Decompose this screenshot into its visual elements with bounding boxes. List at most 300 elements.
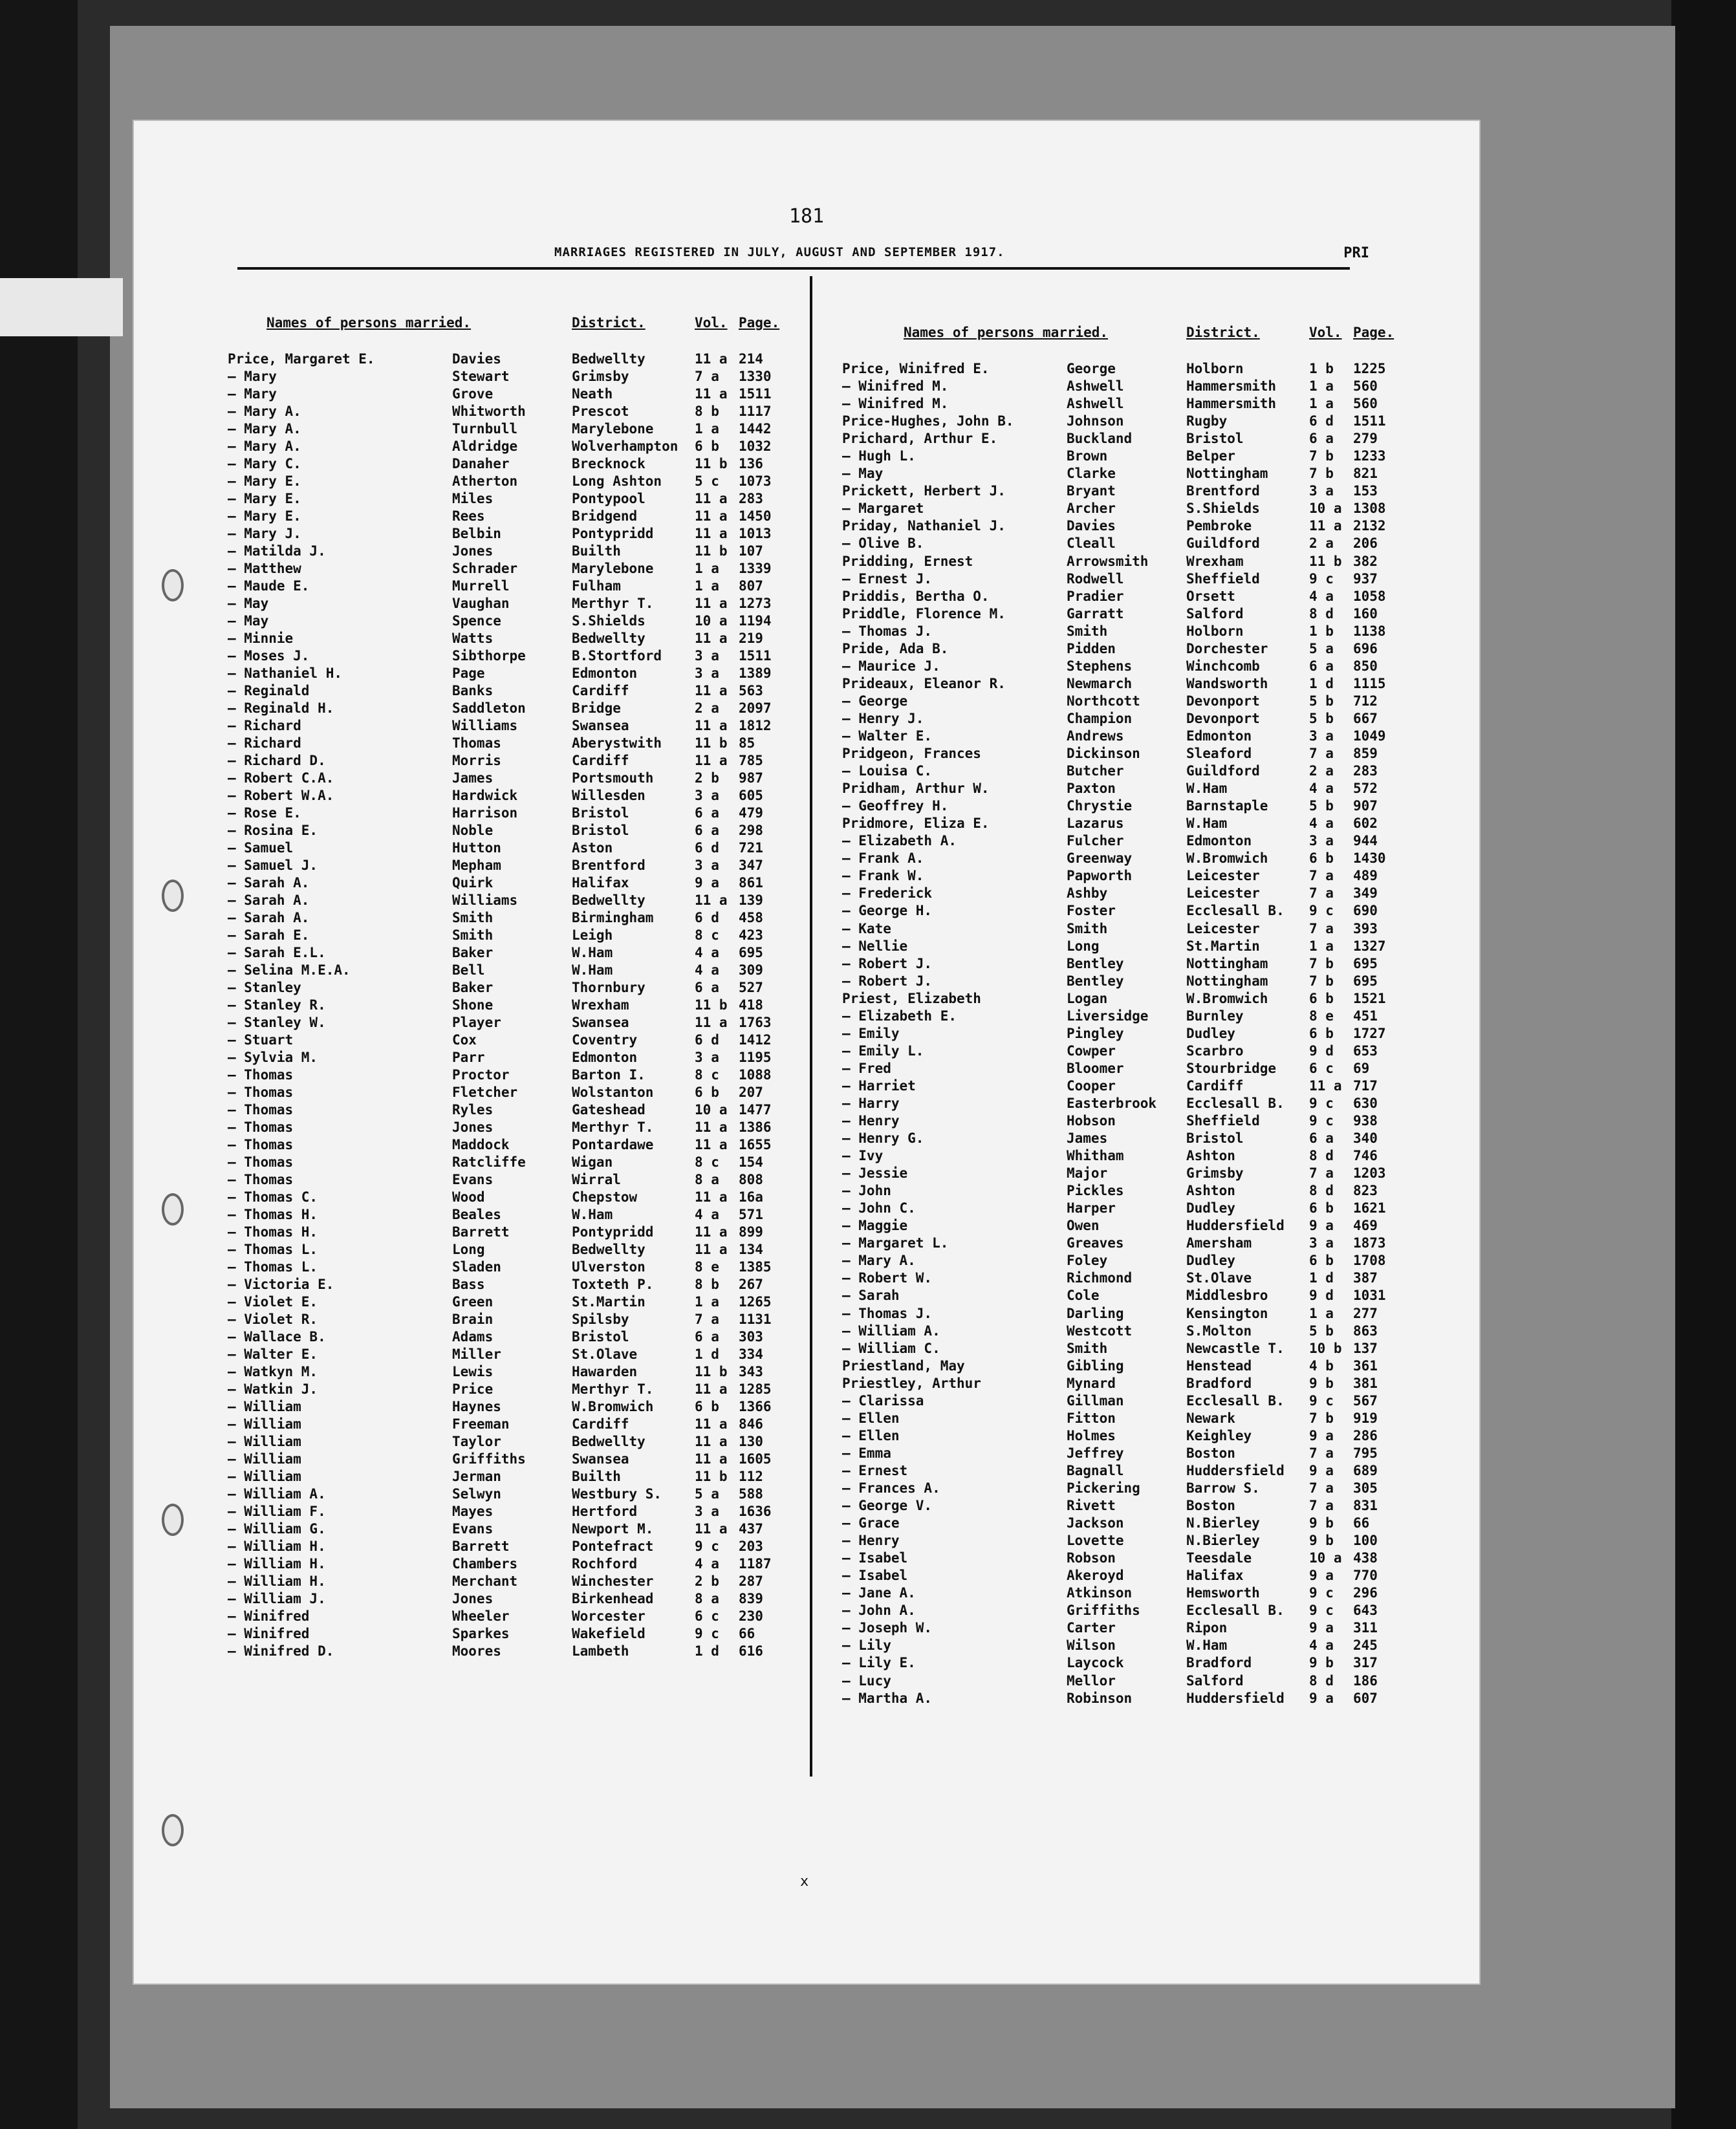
entry-district: Bridgend: [572, 508, 638, 524]
entry-name: Prideaux, Eleanor R.: [842, 675, 1006, 691]
entry-page: 361: [1353, 1357, 1378, 1374]
header-vol: Vol.: [695, 315, 728, 330]
entry-name: — Winifred: [228, 1626, 310, 1641]
entry-page: 1385: [739, 1259, 772, 1275]
punch-hole-icon: [162, 880, 184, 912]
entry-district: Sheffield: [1186, 1113, 1260, 1129]
entry-district: Pontefract: [572, 1539, 654, 1554]
entry-volume: 1 d: [1309, 1270, 1334, 1286]
entry-page: 1138: [1353, 623, 1386, 639]
entry-spouse: Davies: [1067, 518, 1116, 534]
entry-name: — Violet R.: [228, 1312, 318, 1327]
entry-spouse: Logan: [1067, 990, 1108, 1006]
entry-district: Leigh: [572, 927, 613, 943]
entry-spouse: Arrowsmith: [1067, 553, 1149, 569]
entry-page: 937: [1353, 570, 1378, 587]
entry-district: Devonport: [1186, 693, 1260, 709]
entry-page: 206: [1353, 535, 1378, 552]
entry-spouse: Rees: [452, 508, 485, 524]
entry-volume: 11 a: [695, 1381, 728, 1397]
entry-name: — Nellie: [842, 938, 908, 954]
entry-spouse: Banks: [452, 683, 494, 698]
entry-volume: 1 a: [695, 561, 719, 576]
entry-spouse: Smith: [452, 927, 494, 943]
entry-district: Burnley: [1186, 1008, 1244, 1024]
entry-page: 823: [1353, 1183, 1378, 1199]
entry-spouse: Laycock: [1067, 1655, 1124, 1671]
entry-volume: 6 a: [1309, 431, 1334, 447]
entry-spouse: Smith: [1067, 623, 1108, 639]
entry-page: 283: [1353, 763, 1378, 779]
entry-name: — Sarah A.: [228, 875, 310, 891]
entry-name: — Frank W.: [842, 868, 924, 884]
entry-name: — Winifred: [228, 1608, 310, 1624]
entry-page: 1032: [739, 438, 772, 454]
entry-district: Cardiff: [572, 753, 629, 768]
entry-page: 653: [1353, 1043, 1378, 1059]
entry-page: 219: [739, 631, 763, 646]
page-code: PRI: [1343, 245, 1369, 261]
entry-district: Winchester: [572, 1573, 654, 1589]
entry-spouse: Easterbrook: [1067, 1095, 1157, 1111]
entry-volume: 11 a: [695, 1434, 728, 1449]
entry-name: — Robert W.: [842, 1270, 933, 1286]
entry-spouse: Richmond: [1067, 1270, 1133, 1286]
entry-district: Hertford: [572, 1504, 638, 1519]
entry-name: — Stanley W.: [228, 1015, 326, 1030]
entry-district: Wigan: [572, 1154, 613, 1170]
entry-page: 418: [739, 997, 763, 1013]
entry-volume: 6 a: [695, 1329, 719, 1345]
entry-page: 1412: [739, 1032, 772, 1048]
entry-district: Ulverston: [572, 1259, 646, 1275]
entry-district: Dudley: [1186, 1253, 1235, 1269]
entry-spouse: Mynard: [1067, 1375, 1116, 1391]
entry-name: — Walter E.: [842, 728, 933, 744]
entry-district: Hammersmith: [1186, 378, 1277, 394]
entry-page: 1636: [739, 1504, 772, 1519]
entry-spouse: Miller: [452, 1346, 501, 1362]
entry-district: Ripon: [1186, 1620, 1228, 1636]
entry-volume: 8 a: [695, 1591, 719, 1606]
entry-spouse: Danaher: [452, 456, 510, 471]
entry-page: 287: [739, 1573, 763, 1589]
entry-name: — Mary: [228, 386, 277, 402]
entry-district: Grimsby: [1186, 1165, 1244, 1182]
entry-district: Cardiff: [1186, 1077, 1244, 1094]
entry-district: Huddersfield: [1186, 1690, 1285, 1706]
entry-name: — William A.: [842, 1323, 940, 1339]
entry-spouse: Ashby: [1067, 885, 1108, 902]
entry-name: — Moses J.: [228, 648, 310, 664]
entry-district: Bedwellty: [572, 892, 646, 908]
entry-volume: 11 b: [695, 1469, 728, 1484]
entry-spouse: Westcott: [1067, 1323, 1133, 1339]
entry-spouse: Chambers: [452, 1556, 518, 1572]
entry-volume: 11 a: [695, 683, 728, 698]
entry-volume: 11 b: [1309, 553, 1342, 569]
entry-volume: 5 a: [695, 1486, 719, 1502]
entry-spouse: Haynes: [452, 1399, 501, 1414]
entry-spouse: Wood: [452, 1189, 485, 1205]
entry-volume: 6 b: [695, 1085, 719, 1100]
entry-page: 1088: [739, 1067, 772, 1083]
entry-name: — Wallace B.: [228, 1329, 326, 1345]
index-tab: [0, 278, 123, 336]
entry-spouse: Davies: [452, 351, 501, 367]
entry-spouse: Akeroyd: [1067, 1568, 1124, 1584]
entry-page: 1194: [739, 613, 772, 629]
entry-spouse: Robson: [1067, 1550, 1116, 1566]
entry-district: Winchcomb: [1186, 658, 1260, 674]
entry-spouse: Williams: [452, 892, 518, 908]
entry-spouse: Archer: [1067, 501, 1116, 517]
entry-district: B.Stortford: [572, 648, 662, 664]
entry-page: 1727: [1353, 1025, 1386, 1041]
entry-name: — Fred: [842, 1060, 891, 1076]
entry-spouse: Fletcher: [452, 1085, 518, 1100]
entry-district: Bradford: [1186, 1375, 1252, 1391]
entry-name: — Elizabeth E.: [842, 1008, 957, 1024]
entry-name: — Mary E.: [228, 491, 301, 506]
entry-district: W.Ham: [1186, 1637, 1228, 1654]
entry-page: 469: [1353, 1218, 1378, 1234]
entry-page: 1477: [739, 1102, 772, 1118]
entry-page: 349: [1353, 885, 1378, 902]
entry-name: — Robert C.A.: [228, 770, 334, 786]
entry-name: — Stuart: [228, 1032, 294, 1048]
entry-volume: 3 a: [1309, 1235, 1334, 1251]
entry-district: Hammersmith: [1186, 396, 1277, 412]
entry-spouse: Bentley: [1067, 973, 1124, 989]
entry-page: 1442: [739, 421, 772, 437]
entry-spouse: Gibling: [1067, 1357, 1124, 1374]
entry-name: — Margaret L.: [842, 1235, 949, 1251]
entry-page: 527: [739, 980, 763, 995]
header-rule: [237, 267, 1350, 270]
entry-district: Guildford: [1186, 535, 1260, 552]
entry-page: 134: [739, 1242, 763, 1257]
entry-volume: 9 c: [695, 1626, 719, 1641]
entry-district: Rugby: [1186, 413, 1228, 429]
entry-page: 347: [739, 858, 763, 873]
entry-spouse: Cooper: [1067, 1077, 1116, 1094]
entry-spouse: Hobson: [1067, 1113, 1116, 1129]
entry-name: — Richard: [228, 735, 301, 751]
entry-volume: 9 c: [1309, 1392, 1334, 1409]
entry-spouse: Atkinson: [1067, 1585, 1133, 1601]
entry-spouse: Bentley: [1067, 955, 1124, 971]
entry-district: Ecclesall B.: [1186, 903, 1285, 919]
entry-page: 605: [739, 788, 763, 803]
entry-volume: 6 c: [1309, 1060, 1334, 1076]
entry-spouse: Champion: [1067, 710, 1133, 726]
entry-district: Belper: [1186, 448, 1235, 464]
entry-spouse: Sibthorpe: [452, 648, 526, 664]
entry-district: Toxteth P.: [572, 1277, 654, 1292]
entry-name: — Richard: [228, 718, 301, 733]
entry-spouse: Garratt: [1067, 605, 1124, 621]
entry-name: — May: [228, 596, 269, 611]
entry-name: — William F.: [228, 1504, 326, 1519]
entry-spouse: Mepham: [452, 858, 501, 873]
entry-district: Teesdale: [1186, 1550, 1252, 1566]
entry-volume: 3 a: [695, 648, 719, 664]
entry-volume: 9 a: [1309, 1568, 1334, 1584]
entry-volume: 11 a: [695, 892, 728, 908]
header-names: Names of persons married.: [266, 315, 472, 330]
entry-name: — Robert J.: [842, 955, 933, 971]
entry-spouse: James: [452, 770, 494, 786]
entry-spouse: Major: [1067, 1165, 1108, 1182]
entry-name: — Henry J.: [842, 710, 924, 726]
entry-page: 1708: [1353, 1253, 1386, 1269]
entry-name: — George H.: [842, 903, 933, 919]
entry-volume: 11 b: [695, 543, 728, 559]
entry-page: 203: [739, 1539, 763, 1554]
punch-hole-icon: [162, 569, 184, 601]
entry-volume: 7 a: [695, 369, 719, 384]
entry-district: Wolverhampton: [572, 438, 678, 454]
entry-spouse: Owen: [1067, 1218, 1100, 1234]
entry-volume: 4 a: [1309, 781, 1334, 797]
entry-volume: 10 a: [1309, 1550, 1342, 1566]
entry-volume: 8 b: [695, 404, 719, 419]
entry-district: Bristol: [1186, 1130, 1244, 1147]
entry-page: 1521: [1353, 990, 1386, 1006]
entry-page: 286: [1353, 1427, 1378, 1443]
entry-volume: 11 a: [695, 508, 728, 524]
entry-district: Ashton: [1186, 1183, 1235, 1199]
entry-spouse: Fulcher: [1067, 833, 1124, 849]
entry-spouse: Aldridge: [452, 438, 518, 454]
entry-volume: 8 a: [695, 1172, 719, 1187]
entry-spouse: Thomas: [452, 735, 501, 751]
entry-volume: 8 d: [1309, 1148, 1334, 1164]
entry-name: — William A.: [228, 1486, 326, 1502]
entry-district: Bristol: [572, 823, 629, 838]
entry-spouse: Andrews: [1067, 728, 1124, 744]
entry-district: Birkenhead: [572, 1591, 654, 1606]
entry-page: 489: [1353, 868, 1378, 884]
entry-page: 153: [1353, 483, 1378, 499]
entry-spouse: Foster: [1067, 903, 1116, 919]
entry-volume: 9 c: [1309, 1585, 1334, 1601]
entry-volume: 11 a: [695, 526, 728, 541]
entry-page: 907: [1353, 798, 1378, 814]
entry-district: Bedwellty: [572, 1434, 646, 1449]
entry-district: Dorchester: [1186, 640, 1268, 656]
entry-volume: 10 a: [695, 1102, 728, 1118]
entry-volume: 7 a: [1309, 746, 1334, 762]
entry-page: 296: [1353, 1585, 1378, 1601]
entry-volume: 7 a: [1309, 1165, 1334, 1182]
entry-name: — Louisa C.: [842, 763, 933, 779]
entry-page: 1386: [739, 1119, 772, 1135]
entry-district: Bristol: [572, 805, 629, 821]
entry-volume: 8 b: [695, 1277, 719, 1292]
entry-page: 616: [739, 1643, 763, 1659]
entry-name: — Thomas: [228, 1067, 294, 1083]
entry-district: W.Ham: [572, 945, 613, 960]
entry-district: Boston: [1186, 1498, 1235, 1514]
entry-spouse: Evans: [452, 1521, 494, 1537]
entry-spouse: Whitham: [1067, 1148, 1124, 1164]
entry-page: 2132: [1353, 518, 1386, 534]
entry-district: Marylebone: [572, 561, 654, 576]
entry-volume: 11 a: [695, 1416, 728, 1432]
entry-volume: 11 a: [695, 718, 728, 733]
entry-volume: 1 d: [695, 1643, 719, 1659]
entry-spouse: Cole: [1067, 1288, 1100, 1304]
entry-volume: 8 d: [1309, 1183, 1334, 1199]
entry-spouse: Selwyn: [452, 1486, 501, 1502]
entry-spouse: Player: [452, 1015, 501, 1030]
entry-spouse: Carter: [1067, 1620, 1116, 1636]
entry-district: St.Martin: [1186, 938, 1260, 954]
entry-name: — Stanley: [228, 980, 301, 995]
entry-district: Wolstanton: [572, 1085, 654, 1100]
entry-district: Edmonton: [1186, 728, 1252, 744]
entry-page: 298: [739, 823, 763, 838]
entry-name: — William H.: [228, 1556, 326, 1572]
entry-spouse: Griffiths: [452, 1451, 526, 1467]
entry-page: 85: [739, 735, 755, 751]
entry-volume: 8 d: [1309, 605, 1334, 621]
entry-volume: 7 a: [1309, 920, 1334, 936]
entry-volume: 9 b: [1309, 1655, 1334, 1671]
entry-name: — William C.: [842, 1340, 940, 1356]
entry-page: 245: [1353, 1637, 1378, 1654]
entry-spouse: Noble: [452, 823, 494, 838]
entry-district: Nottingham: [1186, 466, 1268, 482]
entry-page: 1131: [739, 1312, 772, 1327]
entry-name: — Clarissa: [842, 1392, 924, 1409]
entry-district: Pontypool: [572, 491, 646, 506]
entry-name: — Ernest J.: [842, 570, 933, 587]
entry-spouse: Schrader: [452, 561, 518, 576]
entry-page: 667: [1353, 710, 1378, 726]
entry-district: Bristol: [1186, 431, 1244, 447]
entry-page: 311: [1353, 1620, 1378, 1636]
entry-volume: 11 b: [695, 997, 728, 1013]
entry-spouse: Buckland: [1067, 431, 1133, 447]
entry-volume: 11 a: [1309, 1077, 1342, 1094]
entry-spouse: Foley: [1067, 1253, 1108, 1269]
entry-volume: 6 a: [695, 805, 719, 821]
entry-page: 560: [1353, 396, 1378, 412]
entry-spouse: Moores: [452, 1643, 501, 1659]
entry-spouse: Griffiths: [1067, 1603, 1140, 1619]
entry-spouse: Baker: [452, 980, 494, 995]
entry-page: 66: [739, 1626, 755, 1641]
entry-spouse: Lazarus: [1067, 816, 1124, 832]
entry-volume: 3 a: [695, 665, 719, 681]
entry-spouse: Jeffrey: [1067, 1445, 1124, 1461]
entry-volume: 1 a: [695, 578, 719, 594]
entry-name: — John A.: [842, 1603, 916, 1619]
entry-name: — Ellen: [842, 1427, 900, 1443]
entry-name: — William: [228, 1469, 301, 1484]
entry-spouse: Long: [452, 1242, 485, 1257]
entry-district: Newcastle T.: [1186, 1340, 1285, 1356]
entry-page: 1655: [739, 1137, 772, 1152]
entry-volume: 9 a: [1309, 1462, 1334, 1478]
entry-spouse: Darling: [1067, 1305, 1124, 1321]
entry-page: 279: [1353, 431, 1378, 447]
entry-district: Edmonton: [572, 1050, 638, 1065]
entry-district: Aston: [572, 840, 613, 856]
entry-spouse: Ratcliffe: [452, 1154, 526, 1170]
entry-name: — William J.: [228, 1591, 326, 1606]
entry-district: N.Bierley: [1186, 1515, 1260, 1531]
entry-spouse: Johnson: [1067, 413, 1124, 429]
entry-page: 1330: [739, 369, 772, 384]
entry-page: 919: [1353, 1410, 1378, 1426]
entry-name: — May: [228, 613, 269, 629]
entry-district: Wrexham: [572, 997, 629, 1013]
entry-page: 717: [1353, 1077, 1378, 1094]
entry-name: — Thomas: [228, 1119, 294, 1135]
entry-volume: 11 b: [695, 735, 728, 751]
entry-spouse: Harrison: [452, 805, 518, 821]
entry-page: 859: [1353, 746, 1378, 762]
entry-page: 69: [1353, 1060, 1370, 1076]
entry-volume: 7 a: [1309, 1480, 1334, 1496]
entry-name: Prichard, Arthur E.: [842, 431, 998, 447]
entry-district: Gateshead: [572, 1102, 646, 1118]
entry-volume: 1 a: [695, 1294, 719, 1310]
entry-spouse: Lovette: [1067, 1533, 1124, 1549]
entry-volume: 1 a: [1309, 396, 1334, 412]
entry-district: Rochford: [572, 1556, 638, 1572]
entry-spouse: Mellor: [1067, 1672, 1116, 1689]
entry-spouse: Smith: [452, 910, 494, 925]
entry-district: Bridge: [572, 700, 621, 716]
entry-spouse: Sparkes: [452, 1626, 510, 1641]
entry-district: Leicester: [1186, 885, 1260, 902]
entry-name: — Mary: [228, 369, 277, 384]
entry-district: Fulham: [572, 578, 621, 594]
entry-page: 821: [1353, 466, 1378, 482]
entry-district: Boston: [1186, 1445, 1235, 1461]
entry-district: Barton I.: [572, 1067, 646, 1083]
entry-name: — Henry: [842, 1533, 900, 1549]
entry-page: 1763: [739, 1015, 772, 1030]
entry-district: Hawarden: [572, 1364, 638, 1379]
header-page: Page.: [739, 315, 780, 330]
entry-district: Edmonton: [1186, 833, 1252, 849]
entry-volume: 2 a: [1309, 763, 1334, 779]
entry-page: 1339: [739, 561, 772, 576]
entry-volume: 6 a: [695, 823, 719, 838]
entry-page: 1058: [1353, 588, 1386, 604]
entry-page: 1605: [739, 1451, 772, 1467]
entry-page: 1511: [1353, 413, 1386, 429]
entry-volume: 11 a: [695, 1224, 728, 1240]
entry-spouse: Stewart: [452, 369, 510, 384]
entry-volume: 2 a: [1309, 535, 1334, 552]
entry-volume: 9 c: [695, 1539, 719, 1554]
entry-volume: 10 a: [695, 613, 728, 629]
entry-district: Huddersfield: [1186, 1218, 1285, 1234]
entry-page: 987: [739, 770, 763, 786]
entry-volume: 6 d: [695, 840, 719, 856]
entry-page: 230: [739, 1608, 763, 1624]
entry-page: 309: [739, 962, 763, 978]
entry-page: 1073: [739, 473, 772, 489]
entry-page: 1450: [739, 508, 772, 524]
